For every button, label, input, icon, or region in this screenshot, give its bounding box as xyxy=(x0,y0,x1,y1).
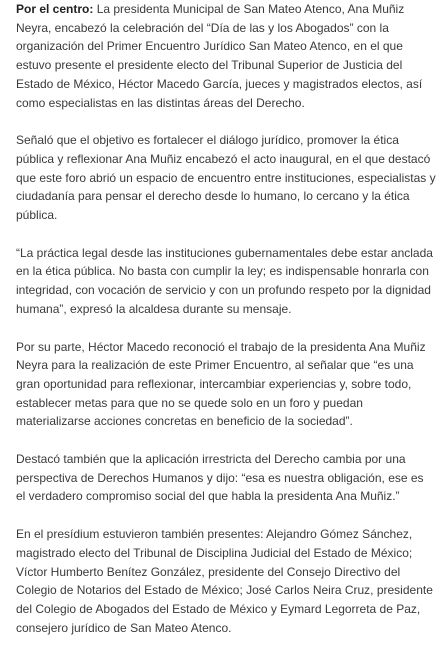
paragraph-intro-text: La presidenta Municipal de San Mateo Atenco, Ana Muñiz Neyra, encabezó la celebración del “Día de las y los Abogados” con la organización del Primer Encuentro Jurídico San Mateo Atenco, en el que estuvo presente el presidente electo del Tribunal Superior de Justicia del Estado de México, Héctor Macedo García, jueces y magistrados electos, así como especialistas en las distintas áreas del Derecho. xyxy=(16,2,423,110)
paragraph-quote: “La práctica legal desde las instituciones gubernamentales debe estar anclada en la ética pública. No basta con cumplir la ley; es indispensable honrarla con integridad, con vocación de servicio y con un profundo respeto por la dignidad humana”, expresó la alcaldesa durante su mensaje. xyxy=(16,245,433,316)
paragraph-objective: Señaló que el objetivo es fortalecer el diálogo jurídico, promover la ética pública y reflexionar Ana Muñiz encabezó el acto inaugural, en el que destacó que este foro abrió un espacio de encuentro entre instituciones, especialistas y ciudadanía para pensar el derecho desde lo humano, lo cercano y la ética pública. xyxy=(16,133,436,223)
article-body xyxy=(16,0,436,656)
paragraph-macedo: Por su parte, Héctor Macedo reconoció el trabajo de la presidenta Ana Muñiz Neyra para la realización de este Primer Encuentro, al señalar que “es una gran oportunidad para reflexionar, intercambiar experiencias y, sobre todo, establecer metas para que no se quede solo en un foro y puedan materializarse acciones concretas en beneficio de la sociedad”. xyxy=(16,339,426,429)
paragraph-presidium: En el presídium estuvieron también presentes: Alejandro Gómez Sánchez, magistrado electo del Tribunal de Disciplina Judicial del Estado de México; Víctor Humberto Benítez González, presidente del Consejo Directivo del Colegio de Notarios del Estado de México; José Carlos Neira Cruz, presidente del Colegio de Abogados del Estado de México y Eymard Legorreta de Paz, consejero jurídico de San Mateo Atenco. xyxy=(16,527,433,635)
lead-label: Por el centro: xyxy=(16,2,94,16)
paragraph-human-rights: Destacó también que la aplicación irrestricta del Derecho cambia por una perspectiva de Derechos Humanos y dijo: “esa es nuestra obligación, ese es el verdadero compromiso social del que habla la presidenta Ana Muñiz.” xyxy=(16,452,424,504)
paragraph-intro xyxy=(16,0,436,112)
